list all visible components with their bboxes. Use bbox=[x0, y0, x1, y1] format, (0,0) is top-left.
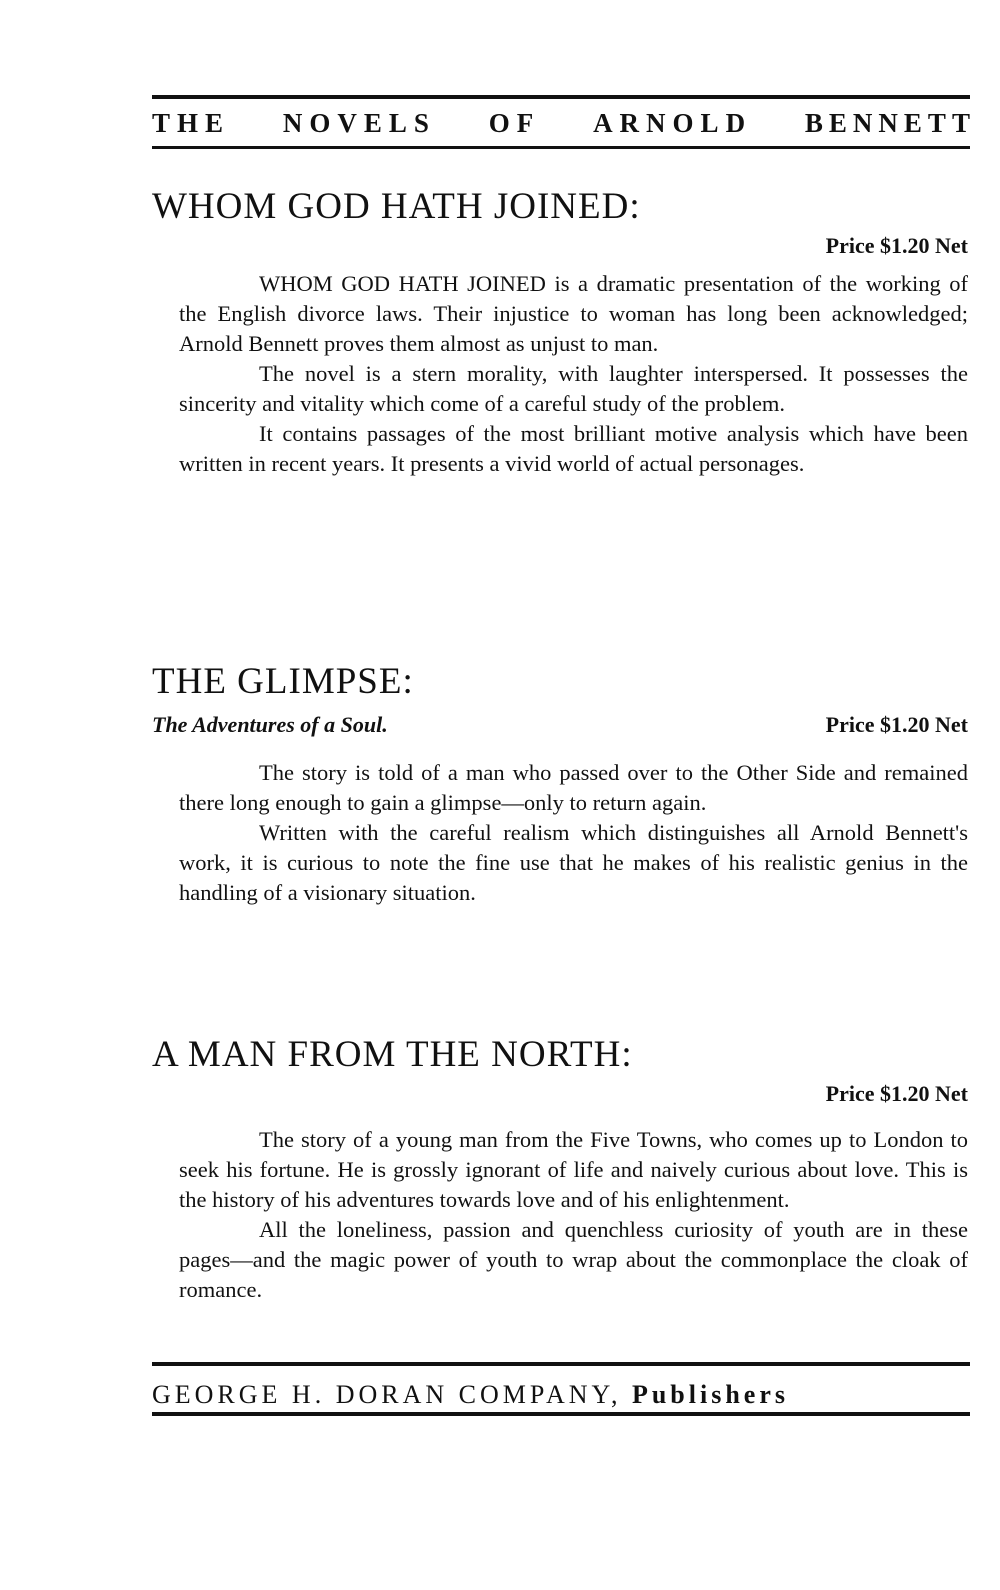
price-row bbox=[152, 231, 970, 261]
series-header bbox=[152, 108, 976, 139]
book-description-paragraph: The novel is a stern morality, with laughter interspersed. It possesses the sincerity and vitality which come of a careful study of the problem. bbox=[179, 361, 968, 416]
publisher-name: GEORGE H. DORAN COMPANY, bbox=[152, 1380, 622, 1409]
book-price: Price $1.20 Net bbox=[825, 1081, 968, 1106]
book-entry-the-glimpse bbox=[152, 660, 970, 908]
book-description-paragraph: The story is told of a man who passed over to the Other Side and remained there long enough to gain a glimpse—only to return again. bbox=[179, 760, 968, 815]
book-entry-a-man-from-the-north bbox=[152, 1033, 970, 1305]
header-word: NOVELS bbox=[282, 108, 436, 138]
book-price: Price $1.20 Net bbox=[825, 233, 968, 258]
header-word: BENNETT bbox=[804, 108, 976, 138]
price-row bbox=[152, 710, 970, 740]
header-bottom-rule bbox=[152, 146, 970, 149]
header-word: OF bbox=[488, 108, 541, 138]
book-description-paragraph: The story of a young man from the Five Towns, who comes up to London to seek his fortune. He is grossly ignorant of life and naively curious about love. This is the history of his adventures towards love and of his enlightenment. bbox=[179, 1127, 968, 1212]
header-word: THE bbox=[152, 108, 231, 138]
book-description-paragraph: Written with the careful realism which distinguishes all Arnold Bennett's work, it is curious to note the fine use that he makes of his realistic genius in the handling of a visionary situation. bbox=[179, 820, 968, 905]
publisher-role: Publishers bbox=[631, 1380, 789, 1409]
publisher-line bbox=[152, 1380, 970, 1410]
book-description-paragraph: WHOM GOD HATH JOINED is a dramatic presentation of the working of the English divorce laws. Their injustice to woman has long been acknowledged; Arnold Bennett proves them almost as unjust to man. bbox=[179, 271, 968, 356]
header-word: ARNOLD bbox=[593, 108, 753, 138]
book-title: A MAN FROM THE NORTH: bbox=[152, 1034, 633, 1075]
book-price: Price $1.20 Net bbox=[825, 712, 968, 737]
price-row bbox=[152, 1079, 970, 1109]
book-title: THE GLIMPSE: bbox=[152, 661, 414, 702]
book-subtitle: The Adventures of a Soul. bbox=[152, 712, 388, 737]
header-top-rule bbox=[152, 95, 970, 99]
book-description-paragraph: All the loneliness, passion and quenchless curiosity of youth are in these pages—and the magic power of youth to wrap about the commonplace the cloak of romance. bbox=[179, 1217, 968, 1302]
book-entry-whom-god-hath-joined bbox=[152, 185, 970, 479]
footer-top-rule bbox=[152, 1362, 970, 1366]
book-description-paragraph: It contains passages of the most brilliant motive analysis which have been written in recent years. It presents a vivid world of actual personages. bbox=[179, 421, 968, 476]
footer-bottom-rule bbox=[152, 1412, 970, 1416]
book-title: WHOM GOD HATH JOINED: bbox=[152, 186, 641, 227]
